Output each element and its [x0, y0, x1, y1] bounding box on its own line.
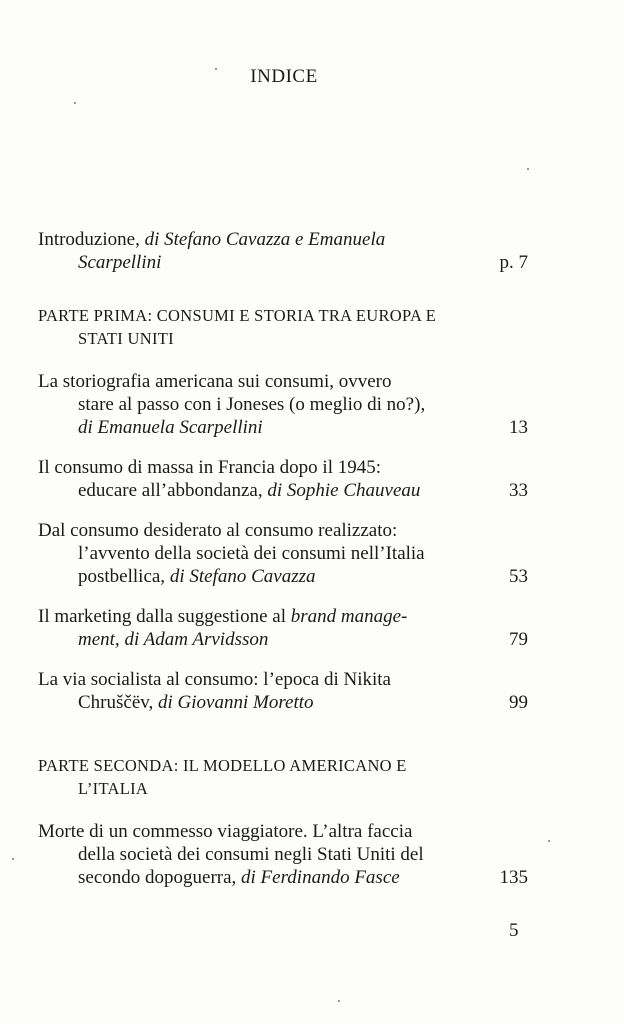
entry-line2-italic: ment, — [78, 629, 120, 650]
entry-line2: Chruščëv, — [78, 692, 154, 713]
toc-entry — [38, 519, 528, 588]
section-line1: PARTE SECONDA: IL MODELLO AMERICANO E — [38, 756, 407, 775]
entry-line1: Dal consumo desiderato al consumo realizzato: — [38, 520, 398, 541]
toc-entry — [38, 370, 528, 439]
table-of-contents — [38, 228, 528, 889]
page-title: INDICE — [250, 66, 318, 87]
page-number: 5 — [509, 920, 519, 941]
entry-author: di Sophie Chauveau — [267, 480, 421, 501]
entry-author: di Emanuela Scarpellini — [78, 417, 263, 438]
entry-page: 53 — [509, 566, 528, 587]
entry-page: 99 — [509, 692, 528, 713]
scan-speck — [215, 68, 217, 70]
scan-speck — [548, 840, 550, 842]
scan-speck — [527, 168, 529, 170]
entry-line3: secondo dopoguerra, — [78, 867, 237, 888]
section-heading-part1 — [38, 304, 528, 350]
entry-line1: Il marketing dalla suggestione al — [38, 606, 286, 627]
entry-page: p. 7 — [499, 252, 528, 273]
entry-author-line1: Stefano Cavazza e Emanuela — [164, 229, 386, 250]
entry-author: di Stefano Cavazza — [169, 566, 316, 587]
entry-line2: educare all’abbondanza, — [78, 480, 263, 501]
entry-line1: La via socialista al consumo: l’epoca di Nikita — [38, 669, 391, 690]
entry-page: 13 — [509, 417, 528, 438]
toc-entry-intro — [38, 228, 528, 274]
entry-line3: postbellica, — [78, 566, 166, 587]
entry-line2: l’avvento della società dei consumi nell’Italia — [78, 543, 425, 564]
toc-entry — [38, 668, 528, 714]
entry-author: di Giovanni Moretto — [158, 692, 314, 713]
section-line1: PARTE PRIMA: CONSUMI E STORIA TRA EUROPA E — [38, 306, 437, 325]
section-heading-part2 — [38, 754, 528, 800]
entry-line1-italic: brand manage- — [290, 606, 408, 627]
section-line2: STATI UNITI — [78, 329, 174, 348]
entry-line1: Morte di un commesso viaggiatore. L’altra faccia — [38, 821, 413, 842]
scan-speck — [74, 102, 76, 104]
scan-speck — [12, 858, 14, 860]
entry-page: 79 — [509, 629, 528, 650]
toc-entry-last — [38, 820, 528, 889]
entry-author-prefix: di — [144, 229, 160, 250]
toc-entry — [38, 605, 528, 651]
section-line2: L’ITALIA — [78, 779, 149, 798]
entry-title: Introduzione, — [38, 229, 140, 250]
entry-author: di Adam Arvidsson — [124, 629, 269, 650]
entry-line1: Il consumo di massa in Francia dopo il 1945: — [38, 457, 382, 478]
entry-page: 33 — [509, 480, 528, 501]
entry-line1: La storiografia americana sui consumi, ovvero — [38, 371, 392, 392]
entry-line2: stare al passo con i Joneses (o meglio di no?), — [78, 394, 426, 415]
toc-entry — [38, 456, 528, 502]
entry-author-line2: Scarpellini — [78, 252, 162, 273]
scan-speck — [338, 1000, 340, 1002]
entry-line2: della società dei consumi negli Stati Uniti del — [78, 844, 424, 865]
entry-author: di Ferdinando Fasce — [241, 867, 400, 888]
entry-page: 135 — [499, 867, 528, 888]
